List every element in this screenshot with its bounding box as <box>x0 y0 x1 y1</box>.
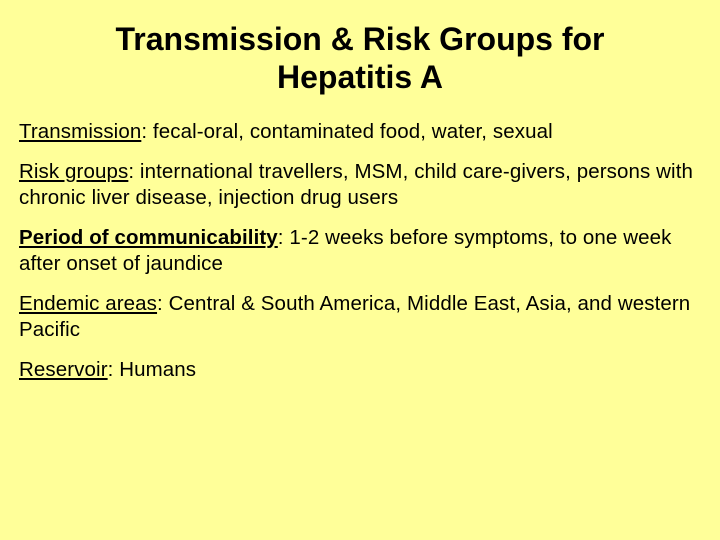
item-text: fecal-oral, contaminated food, water, sexual <box>147 120 553 143</box>
item-reservoir <box>19 357 699 383</box>
separator: : <box>128 160 135 183</box>
item-period-of-communicability <box>19 225 699 277</box>
slide-title <box>40 20 680 96</box>
item-transmission <box>19 119 699 145</box>
separator: : <box>157 292 163 315</box>
term-risk-groups: Risk groups <box>19 160 129 183</box>
item-risk-groups <box>19 159 699 211</box>
term-endemic-areas: Endemic areas <box>19 292 158 315</box>
term-period-of-communicability: Period of communicability <box>19 226 278 249</box>
item-text: Humans <box>113 358 197 381</box>
bullet-list <box>19 119 699 397</box>
slide-title-line-1: Transmission & Risk Groups for <box>115 21 605 57</box>
separator: : <box>277 226 284 249</box>
slide-title-line-2: Hepatitis A <box>277 59 443 95</box>
item-text: 1-2 weeks before symptoms, to one week after onset of jaundice <box>19 226 672 275</box>
item-text: international travellers, MSM, child care-givers, persons with chronic liver disease, injection drug users <box>19 160 694 209</box>
term-reservoir: Reservoir <box>19 358 108 381</box>
separator: : <box>107 358 114 381</box>
separator: : <box>141 120 148 143</box>
term-transmission: Transmission <box>19 120 142 143</box>
item-endemic-areas <box>19 291 699 343</box>
item-text: Central & South America, Middle East, Asia, and western Pacific <box>19 292 691 341</box>
